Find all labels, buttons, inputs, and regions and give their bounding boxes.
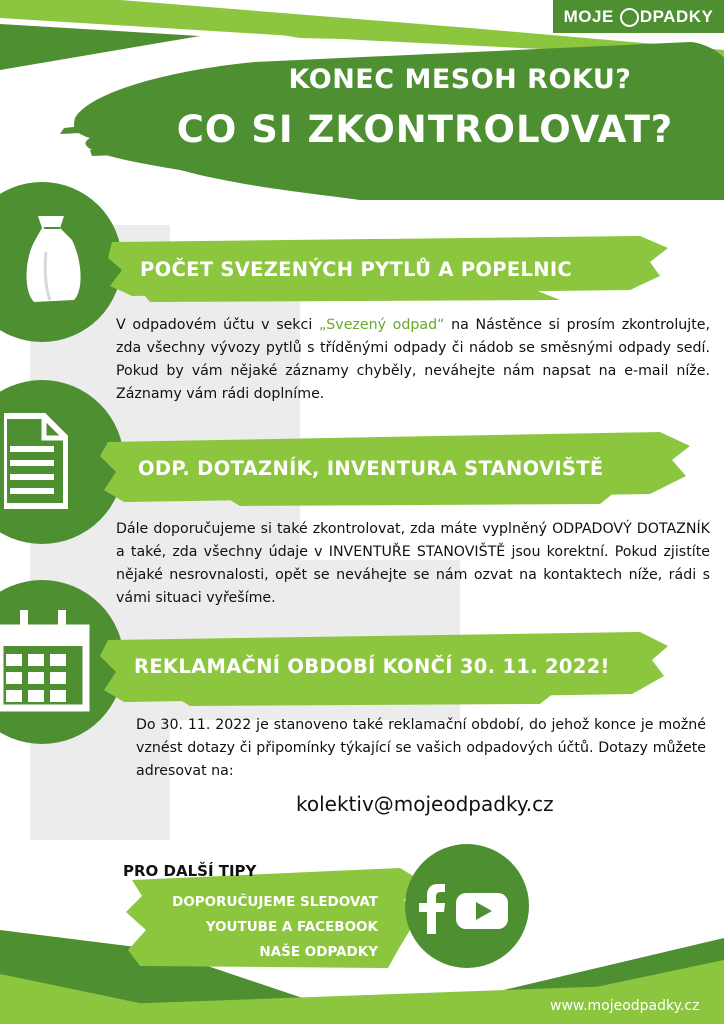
- text-part: V odpadovém účtu v sekci: [116, 317, 319, 333]
- brand-logo[interactable]: [553, 0, 724, 33]
- website-link[interactable]: www.mojeodpadky.cz: [550, 998, 700, 1014]
- tips-line: DOPORUČUJEME SLEDOVAT: [172, 894, 378, 910]
- section-title-claims: REKLAMAČNÍ OBDOBÍ KONČÍ 30. 11. 2022!: [134, 655, 610, 678]
- highlight-link[interactable]: „Svezený odpad“: [318, 317, 445, 333]
- section-text-questionnaire: Dále doporučujeme si také zkontrolovat, zda máte vyplněný ODPADOVÝ DOTAZNÍK a také, zda všechny údaje v INVENTUŘE STANOVIŠTĚ jsou korektní. Pokud zjistíte nějaké nesrovnalosti, opět se neváhejte se nám ozvat na kontaktech níže, rádi s vámi situaci vyřešíme.: [116, 521, 710, 606]
- logo-text-right: DPADKY: [639, 6, 714, 26]
- contact-email[interactable]: kolektiv@mojeodpadky.cz: [296, 792, 554, 816]
- tips-heading: PRO DALŠÍ TIPY: [123, 862, 257, 880]
- trash-bag-icon: [16, 212, 86, 307]
- logo-o-icon: [620, 8, 639, 27]
- logo-text-left: MOJE: [563, 6, 614, 26]
- section-title-bags: POČET SVEZENÝCH PYTLŮ A POPELNIC: [140, 258, 573, 281]
- section-text-bags: [116, 314, 710, 406]
- document-icon: [4, 410, 68, 510]
- youtube-icon[interactable]: [456, 893, 508, 929]
- text-part: na Nástěnce si prosím zkontrolujte, zda všechny vývozy pytlů s tříděnými odpady či nádob se směsnými odpady sedí. Pokud by vám nějaké záznamy chyběly, neváhejte nám napsat na e-mail níže. Záznamy vám rádi doplníme.: [116, 317, 710, 402]
- tips-line: YOUTUBE A FACEBOOK: [205, 919, 378, 935]
- calendar-icon: [0, 606, 92, 714]
- headline-line1: KONEC MESOH ROKU?: [288, 64, 632, 95]
- tips-line: NAŠE ODPADKY: [259, 944, 378, 960]
- headline-line2: CO SI ZKONTROLOVAT?: [176, 108, 674, 151]
- section-text-claims: Do 30. 11. 2022 je stanoveno také reklamační období, do jehož konce je možné vznést dotazy či připomínky týkající se vašich odpadových účtů. Dotazy můžete adresovat na:: [136, 717, 706, 779]
- facebook-icon[interactable]: [418, 884, 446, 934]
- section-title-questionnaire: ODP. DOTAZNÍK, INVENTURA STANOVIŠTĚ: [138, 457, 604, 480]
